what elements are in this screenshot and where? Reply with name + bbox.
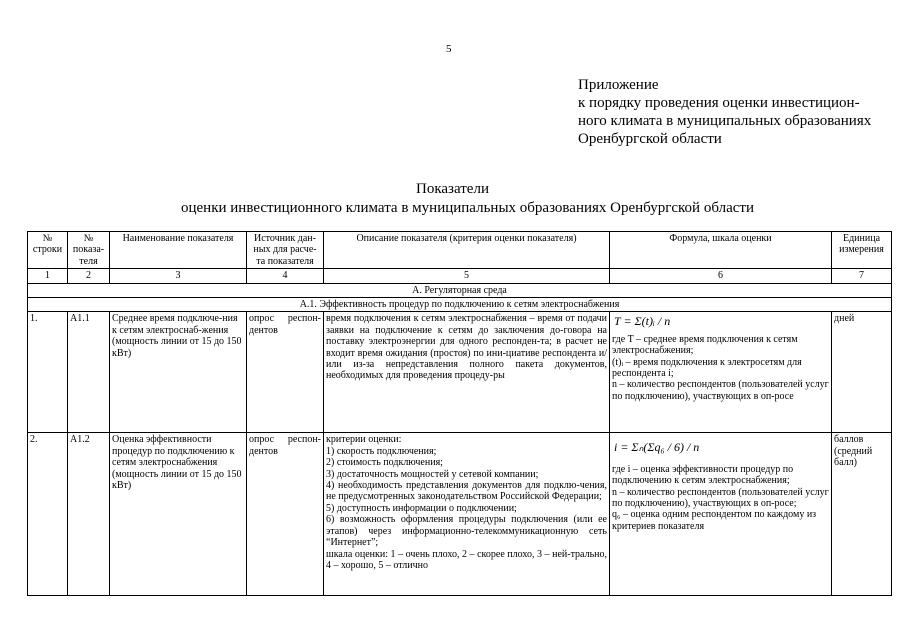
col-number: 7 [832,269,892,283]
table-row [28,312,892,433]
criteria-line: 3) достаточность мощностей у сетевой компании; [326,468,539,480]
appendix-line: ного климата в муниципальных образованиях [578,113,872,129]
formula-line: q₆ – оценка одним респондентом по каждому из критериев показателя [612,509,817,532]
col-number: 1 [28,269,68,283]
col-number: 5 [324,269,610,283]
section-title: А. Регуляторная среда [28,283,892,297]
indicator-description: время подключения к сетям электроснабжения – время от подачи заявки на подключение к сетям до заключения до-говора на поставку электроэнергии для одного респонден-та; в расчет не входит время ожидания (простоя) по ини-циативе респондента и/или из-за непредставления полного пакета документов, необходимых для проведения процеду-ры [324,312,610,433]
indicators-table [27,231,892,596]
header-name: Наименование показателя [110,232,247,269]
header-source: Источник дан-ных для расче-та показателя [247,232,324,269]
col-number: 4 [247,269,324,283]
criteria-line: 6) возможность оформления процедуры подключения (или ее этапов) через информационно-телекоммуникационную сеть “Интернет”; [326,514,607,549]
page-number: 5 [446,43,452,55]
data-source: опрос респон-дентов [247,312,324,433]
header-ind-no: № показа-теля [68,232,110,269]
formula-line: n – количество респондентов (пользователей услуг по подключению), участвующих в оп-росе [612,379,829,402]
formula-cell [610,312,832,433]
indicator-number: А1.1 [68,312,110,433]
criteria-line: 1) скорость подключения; [326,445,437,457]
title-line: оценки инвестиционного климата в муниципальных образованиях Оренбургской области [181,200,754,216]
criteria-line: критерии оценки: [326,434,402,446]
appendix-line: Приложение [578,77,659,93]
row-number: 2. [28,433,68,596]
criteria-line: 5) доступность информации о подключении; [326,502,517,514]
formula-expression: T = Σ(t)ᵢ / n [614,314,671,329]
header-row-no: № строки [28,232,68,269]
col-number: 3 [110,269,247,283]
formula-line: (t)ᵢ – время подключения к электросетям для респондента i; [612,356,802,380]
appendix-line: Оренбургской области [578,131,722,147]
criteria-line: 4) необходимость представления документов для подклю-чения, не предусмотренных законодательством Российской Федерации; [326,480,607,503]
appendix-line: к порядку проведения оценки инвестицион- [578,95,860,111]
criteria-line: шкала оценки: 1 – очень плохо, 2 – скорее плохо, 3 – ней-трально, 4 – хорошо, 5 – отлично [326,548,607,571]
unit: баллов (средний балл) [832,433,892,596]
header-row [28,232,892,269]
section-row [28,283,892,297]
indicator-number: А1.2 [68,433,110,596]
formula-line: n – количество респондентов (пользователей услуг по подключению), участвующих в оп-росе; [612,486,829,510]
unit: дней [832,312,892,433]
title-line: Показатели [416,181,489,197]
formula-line: где T – среднее время подключения к сетям электроснабжения; [612,333,798,357]
appendix-block [578,76,871,148]
column-number-row [28,269,892,283]
header-description: Описание показателя (критерия оценки показателя) [324,232,610,269]
subsection-row [28,298,892,312]
table-row [28,433,892,596]
formula-cell [610,433,832,596]
col-number: 2 [68,269,110,283]
document-title [0,180,905,218]
indicator-description [324,433,610,596]
header-unit: Единица измерения [832,232,892,269]
row-number: 1. [28,312,68,433]
indicator-name: Среднее время подключе-ния к сетям электроснаб-жения (мощность линии от 15 до 150 кВт) [110,312,247,433]
formula-line: где i – оценка эффективности процедур по подключению к сетям электроснабжения; [612,463,794,487]
data-source: опрос респон-дентов [247,433,324,596]
subsection-title: А.1. Эффективность процедур по подключению к сетям электроснабжения [28,298,892,312]
criteria-line: 2) стоимость подключения; [326,457,443,469]
formula-expression: i = Σₙ(Σq₆ / 6) / n [614,440,700,455]
indicator-name: Оценка эффективности процедур по подключению к сетям электроснабжения (мощность линии от 15 до 150 кВт) [110,433,247,596]
col-number: 6 [610,269,832,283]
header-formula: Формула, шкала оценки [610,232,832,269]
